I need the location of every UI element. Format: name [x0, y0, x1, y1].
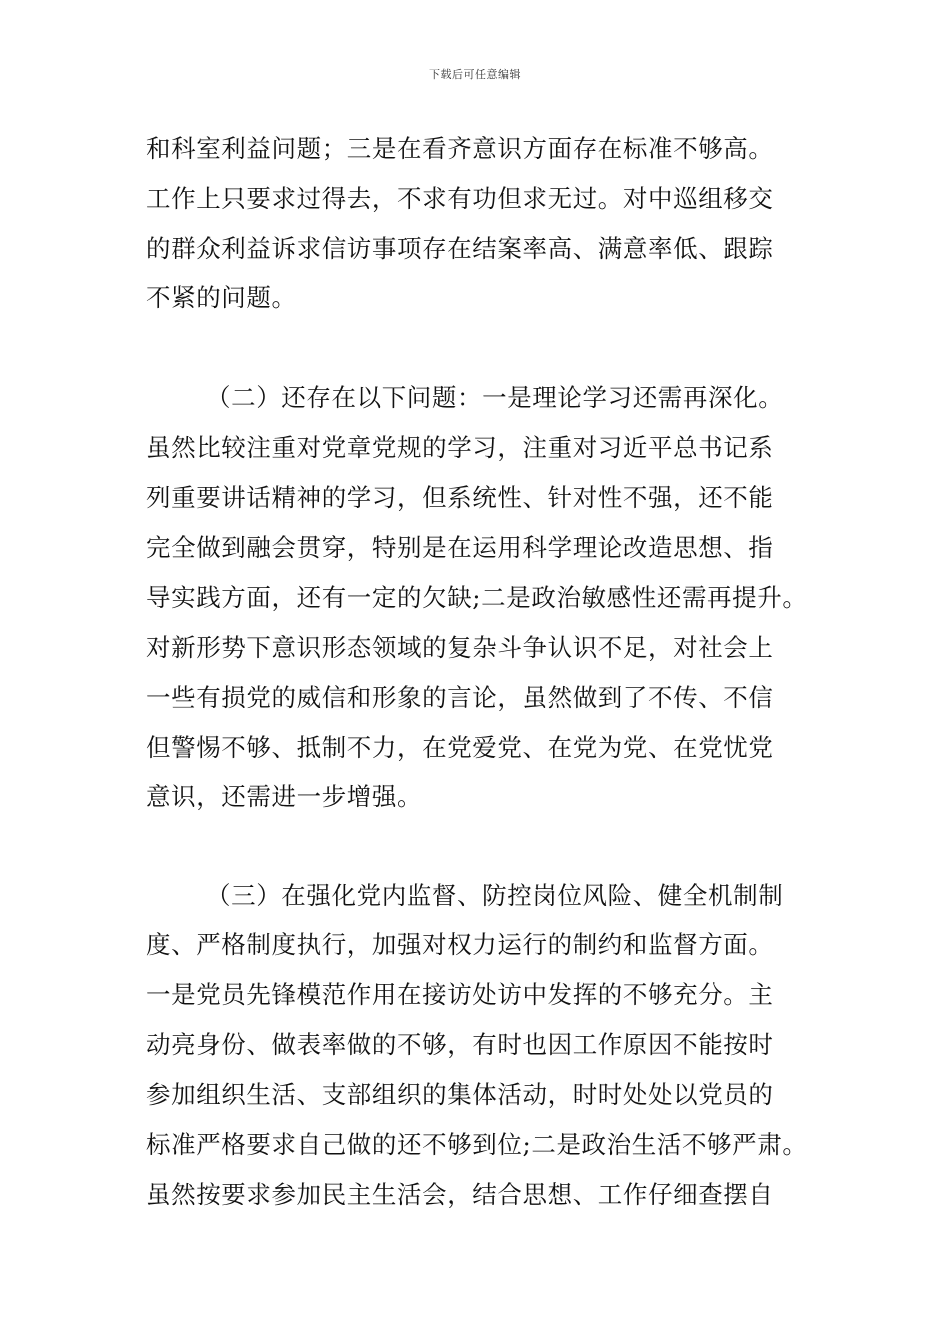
text-line: 一些有损党的威信和形象的言论，虽然做到了不传、不信	[146, 683, 774, 712]
text-line: 和科室利益问题；三是在看齐意识方面存在标准不够高。	[146, 134, 774, 163]
text-line: 虽然按要求参加民主生活会，结合思想、工作仔细查摆自	[146, 1180, 774, 1209]
text-line: 的群众利益诉求信访事项存在结案率高、满意率低、跟踪	[146, 234, 774, 263]
text-line: 列重要讲话精神的学习，但系统性、针对性不强，还不能	[146, 483, 774, 512]
text-line: 但警惕不够、抵制不力，在党爱党、在党为党、在党忧党	[146, 733, 774, 762]
text-line: 动亮身份、做表率做的不够，有时也因工作原因不能按时	[146, 1030, 774, 1059]
text-line: 工作上只要求过得去，不求有功但求无过。对中巡组移交	[146, 184, 774, 213]
text-line: 度、严格制度执行，加强对权力运行的制约和监督方面。	[146, 930, 774, 959]
paragraph-heading-line: （三）在强化党内监督、防控岗位风险、健全机制制	[206, 881, 784, 910]
text-line: 标准严格要求自己做的还不够到位;二是政治生活不够严肃。	[146, 1130, 808, 1159]
text-line: 参加组织生活、支部组织的集体活动，时时处处以党员的	[146, 1080, 774, 1109]
text-line: 意识，还需进一步增强。	[146, 782, 423, 811]
paragraph-heading-line: （二）还存在以下问题：一是理论学习还需再深化。	[206, 383, 784, 412]
text-line: 完全做到融会贯穿，特别是在运用科学理论改造思想、指	[146, 533, 774, 562]
header-note: 下载后可任意编辑	[429, 68, 521, 81]
text-line: 对新形势下意识形态领域的复杂斗争认识不足，对社会上	[146, 633, 774, 662]
text-line: 一是党员先锋模范作用在接访处访中发挥的不够充分。主	[146, 980, 774, 1009]
text-line: 导实践方面，还有一定的欠缺;二是政治敏感性还需再提升。	[146, 583, 808, 612]
text-line: 不紧的问题。	[146, 283, 297, 312]
text-line: 虽然比较注重对党章党规的学习，注重对习近平总书记系	[146, 433, 774, 462]
